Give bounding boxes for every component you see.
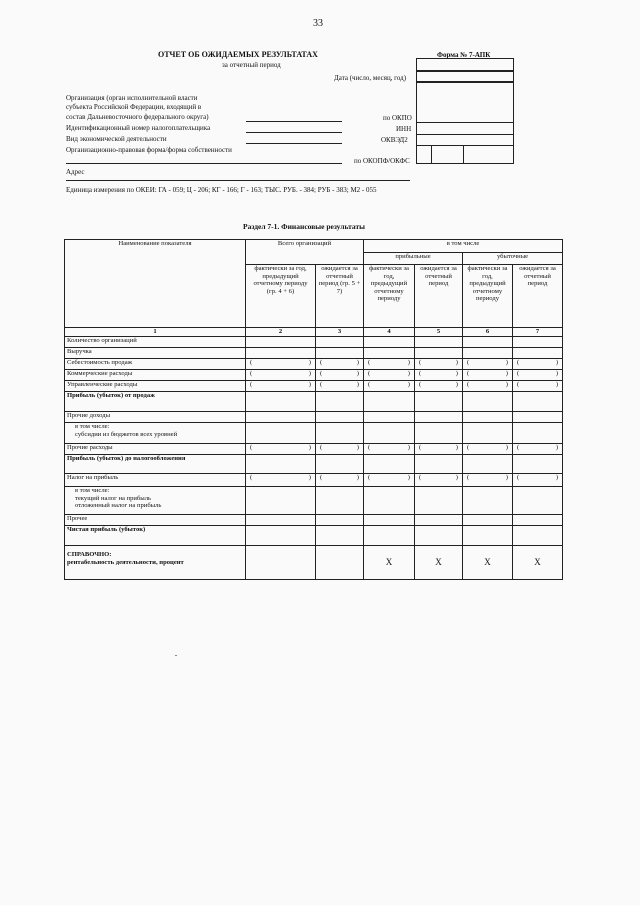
x-mark: X xyxy=(435,557,442,568)
date-field[interactable] xyxy=(416,71,514,82)
paren-open: ( xyxy=(368,370,371,377)
header-col-3: ожидается за отчетный период (гр. 5 + 7) xyxy=(316,265,364,328)
value-cell[interactable] xyxy=(316,515,364,526)
paren-pair xyxy=(366,359,412,367)
row-label xyxy=(65,487,246,515)
financial-results-table xyxy=(64,239,563,580)
value-cell[interactable] xyxy=(463,474,513,487)
paren-pair xyxy=(465,381,510,389)
value-cell[interactable] xyxy=(463,487,513,515)
value-cell[interactable] xyxy=(463,359,513,370)
value-cell[interactable] xyxy=(316,444,364,455)
paren-close: ) xyxy=(555,474,559,481)
table-row xyxy=(65,392,563,412)
row-label xyxy=(65,370,246,381)
paren-pair xyxy=(318,370,361,378)
paren-close: ) xyxy=(505,359,508,366)
paren-open: ( xyxy=(419,359,422,366)
header-col-6: фактически за год, предыдущий отчетному периоду xyxy=(463,265,513,328)
header-col-2: фактически за год, предыдущий отчетному периоду (гр. 4 + 6) xyxy=(246,265,316,328)
value-cell[interactable] xyxy=(415,444,463,455)
okpo-label: по ОКПО xyxy=(383,114,412,122)
paren-pair xyxy=(366,444,412,452)
header-all-orgs: Всего организаций xyxy=(246,240,364,265)
row-label-text: субсидии из бюджетов всех уровней xyxy=(75,430,178,438)
org-label-2: субъекта Российской Федерации, входящий в xyxy=(66,103,202,111)
value-cell[interactable] xyxy=(364,359,415,370)
paren-open: ( xyxy=(467,370,470,377)
okved-label: ОКВЭД2 xyxy=(381,136,408,144)
value-cell xyxy=(415,546,463,580)
table-row xyxy=(65,515,563,526)
value-cell[interactable] xyxy=(246,455,316,474)
paren-close: ) xyxy=(505,474,508,481)
value-cell[interactable] xyxy=(246,423,316,444)
paren-close: ) xyxy=(308,444,311,451)
value-cell[interactable] xyxy=(415,455,463,474)
value-cell[interactable] xyxy=(415,487,463,515)
value-cell[interactable] xyxy=(364,526,415,546)
paren-close: ) xyxy=(356,474,359,481)
value-cell[interactable] xyxy=(463,392,513,412)
paren-close: ) xyxy=(308,370,311,377)
paren-open: ( xyxy=(368,474,371,481)
paren-pair xyxy=(366,381,412,389)
value-cell[interactable] xyxy=(513,337,563,348)
org-field[interactable] xyxy=(246,121,342,122)
value-cell[interactable] xyxy=(316,370,364,381)
row-label xyxy=(65,455,246,474)
paren-pair xyxy=(318,359,361,367)
table-row xyxy=(65,348,563,359)
paren-pair xyxy=(248,474,313,482)
col-num: 7 xyxy=(513,328,563,337)
paren-open: ( xyxy=(250,359,253,366)
table-row xyxy=(65,474,563,487)
paren-open: ( xyxy=(250,381,253,388)
value-cell[interactable] xyxy=(316,359,364,370)
value-cell[interactable] xyxy=(364,423,415,444)
value-cell[interactable] xyxy=(364,487,415,515)
report-period: за отчетный период xyxy=(222,61,281,69)
row-label xyxy=(65,515,246,526)
paren-pair xyxy=(248,359,313,367)
col-num: 4 xyxy=(364,328,415,337)
row-label-text: текущий налог на прибыль xyxy=(75,494,151,502)
paren-open: ( xyxy=(517,359,520,366)
value-cell[interactable] xyxy=(246,370,316,381)
value-cell xyxy=(513,546,563,580)
value-cell[interactable] xyxy=(364,348,415,359)
paren-pair xyxy=(248,444,313,452)
value-cell[interactable] xyxy=(316,412,364,423)
value-cell[interactable] xyxy=(364,455,415,474)
paren-close: ) xyxy=(455,444,458,451)
paren-pair xyxy=(465,370,510,378)
table-row xyxy=(65,487,563,515)
table-row xyxy=(65,337,563,348)
row-label-text: Выручка xyxy=(67,348,92,355)
value-cell[interactable] xyxy=(246,474,316,487)
paren-pair xyxy=(465,474,510,482)
value-cell[interactable] xyxy=(316,474,364,487)
legal-form-label: Организационно-правовая форма/форма собственности xyxy=(66,146,232,154)
paren-open: ( xyxy=(320,381,323,388)
paren-pair xyxy=(366,474,412,482)
paren-pair xyxy=(318,474,361,482)
paren-open: ( xyxy=(467,381,470,388)
row-label xyxy=(65,359,246,370)
paren-close: ) xyxy=(455,370,458,377)
table-row xyxy=(65,546,563,580)
header-indicator-name: Наименование показателя xyxy=(65,240,246,328)
value-cell[interactable] xyxy=(513,412,563,423)
row-label xyxy=(65,337,246,348)
table-row xyxy=(65,526,563,546)
paren-close: ) xyxy=(555,381,559,388)
paren-close: ) xyxy=(455,381,458,388)
org-label-3: состав Дальневосточного федерального округа) xyxy=(66,113,209,121)
value-cell xyxy=(463,546,513,580)
table-row xyxy=(65,412,563,423)
row-label-text: Себестоимость продаж xyxy=(67,359,133,366)
paren-pair xyxy=(318,381,361,389)
paren-pair xyxy=(515,381,560,389)
value-cell[interactable] xyxy=(463,444,513,455)
row-label xyxy=(65,381,246,392)
value-cell[interactable] xyxy=(316,546,364,580)
value-cell[interactable] xyxy=(316,337,364,348)
value-cell[interactable] xyxy=(415,337,463,348)
table-row xyxy=(65,359,563,370)
row-label-text: Прибыль (убыток) от продаж xyxy=(67,392,155,399)
value-cell[interactable] xyxy=(246,337,316,348)
paren-open: ( xyxy=(467,359,470,366)
value-cell[interactable] xyxy=(463,526,513,546)
value-cell[interactable] xyxy=(463,348,513,359)
row-label-text: Прочие расходы xyxy=(67,444,113,451)
paren-pair xyxy=(515,370,560,378)
org-label-1: Организация (орган исполнительной власти xyxy=(66,94,198,102)
paren-open: ( xyxy=(250,444,253,451)
paren-open: ( xyxy=(517,444,520,451)
value-cell[interactable] xyxy=(513,526,563,546)
value-cell[interactable] xyxy=(513,487,563,515)
value-cell[interactable] xyxy=(415,381,463,392)
paren-pair xyxy=(515,474,560,482)
paren-close: ) xyxy=(455,474,458,481)
value-cell[interactable] xyxy=(246,392,316,412)
row-label-text: Коммерческие расходы xyxy=(67,370,133,377)
paren-open: ( xyxy=(368,359,371,366)
value-cell[interactable] xyxy=(316,348,364,359)
paren-open: ( xyxy=(419,444,422,451)
paren-open: ( xyxy=(419,474,422,481)
value-cell[interactable] xyxy=(415,474,463,487)
paren-pair xyxy=(515,359,560,367)
value-cell[interactable] xyxy=(246,359,316,370)
value-cell[interactable] xyxy=(364,337,415,348)
col-num: 1 xyxy=(65,328,246,337)
row-label-text: Прибыль (убыток) до налогообложения xyxy=(67,455,186,462)
value-cell[interactable] xyxy=(415,526,463,546)
value-cell[interactable] xyxy=(316,526,364,546)
table-row xyxy=(65,370,563,381)
legal-form-field[interactable] xyxy=(66,163,342,164)
paren-open: ( xyxy=(368,444,371,451)
value-cell[interactable] xyxy=(364,474,415,487)
paren-pair xyxy=(417,381,460,389)
paren-open: ( xyxy=(320,370,323,377)
row-label xyxy=(65,546,246,580)
paren-pair xyxy=(366,370,412,378)
date-label: Дата (число, месяц, год) xyxy=(334,74,407,82)
value-cell[interactable] xyxy=(513,474,563,487)
value-cell[interactable] xyxy=(513,381,563,392)
address-label: Адрес xyxy=(66,168,85,176)
row-label-text: СПРАВОЧНО: xyxy=(67,551,112,558)
paren-close: ) xyxy=(356,381,359,388)
col-num: 2 xyxy=(246,328,316,337)
x-mark: X xyxy=(385,557,393,568)
inn-label: Идентификационный номер налогоплательщика xyxy=(66,124,211,132)
paren-pair xyxy=(515,444,560,452)
paren-close: ) xyxy=(505,370,508,377)
value-cell[interactable] xyxy=(246,381,316,392)
value-cell[interactable] xyxy=(463,381,513,392)
row-label-text: рентабельность деятельности, процент xyxy=(67,558,184,566)
header-col-5: ожидается за отчетный период xyxy=(415,265,463,328)
paren-open: ( xyxy=(250,474,253,481)
value-cell[interactable] xyxy=(415,359,463,370)
paren-pair xyxy=(465,359,510,367)
col-num: 3 xyxy=(316,328,364,337)
inn-code-label: ИНН xyxy=(396,125,412,133)
value-cell[interactable] xyxy=(415,348,463,359)
paren-close: ) xyxy=(455,359,458,366)
paren-open: ( xyxy=(419,370,422,377)
row-label xyxy=(65,444,246,455)
form-label: Форма № 7-АПК xyxy=(437,51,491,59)
paren-close: ) xyxy=(555,370,559,377)
value-cell[interactable] xyxy=(246,348,316,359)
value-cell[interactable] xyxy=(513,392,563,412)
value-cell[interactable] xyxy=(364,444,415,455)
value-cell[interactable] xyxy=(463,370,513,381)
units-note: Единица измерения по ОКЕИ: ГА - 059; Ц - 206; КГ - 166; Г - 163; ТЫС. РУБ. - 384; РУБ - 383; М2 - 055 xyxy=(66,186,377,194)
value-cell[interactable] xyxy=(415,392,463,412)
value-cell[interactable] xyxy=(316,455,364,474)
col-num: 5 xyxy=(415,328,463,337)
paren-close: ) xyxy=(555,359,559,366)
row-label-text: отложенный налог на прибыль xyxy=(75,502,162,510)
row-label-text: Управленческие расходы xyxy=(67,381,138,388)
value-cell[interactable] xyxy=(364,370,415,381)
value-cell[interactable] xyxy=(246,546,316,580)
value-cell[interactable] xyxy=(513,370,563,381)
row-label-text: в том числе: xyxy=(75,487,110,494)
paren-open: ( xyxy=(320,444,323,451)
column-numbers-row xyxy=(65,328,563,337)
paren-close: ) xyxy=(505,381,508,388)
paren-open: ( xyxy=(467,474,470,481)
value-cell[interactable] xyxy=(463,515,513,526)
inn-field[interactable] xyxy=(246,132,342,133)
report-title: ОТЧЕТ ОБ ОЖИДАЕМЫХ РЕЗУЛЬТАТАХ xyxy=(158,50,318,59)
value-cell[interactable] xyxy=(246,487,316,515)
header-loss-making: убыточные xyxy=(463,253,563,265)
value-cell[interactable] xyxy=(463,412,513,423)
value-cell[interactable] xyxy=(513,359,563,370)
paren-close: ) xyxy=(407,381,410,388)
section-title: Раздел 7-1. Финансовые результаты xyxy=(243,222,365,231)
value-cell[interactable] xyxy=(415,515,463,526)
value-cell[interactable] xyxy=(316,381,364,392)
paren-open: ( xyxy=(250,370,253,377)
code-box-top[interactable] xyxy=(416,58,514,71)
paren-close: ) xyxy=(407,370,410,377)
value-cell[interactable] xyxy=(463,423,513,444)
paren-pair xyxy=(417,370,460,378)
row-label xyxy=(65,474,246,487)
paren-close: ) xyxy=(308,474,311,481)
row-label xyxy=(65,348,246,359)
value-cell[interactable] xyxy=(364,515,415,526)
paren-pair xyxy=(417,474,460,482)
value-cell[interactable] xyxy=(316,423,364,444)
paren-pair xyxy=(248,370,313,378)
paren-close: ) xyxy=(407,359,410,366)
row-label xyxy=(65,423,246,444)
value-cell[interactable] xyxy=(364,392,415,412)
value-cell[interactable] xyxy=(246,412,316,423)
paren-pair xyxy=(417,359,460,367)
header-col-4: фактически за год, предыдущий отчетному периоду xyxy=(364,265,415,328)
x-mark: X xyxy=(534,557,541,568)
paren-close: ) xyxy=(356,370,359,377)
page-number: 33 xyxy=(313,18,323,29)
value-cell[interactable] xyxy=(513,515,563,526)
value-cell[interactable] xyxy=(316,487,364,515)
paren-close: ) xyxy=(505,444,508,451)
paren-open: ( xyxy=(467,444,470,451)
value-cell[interactable] xyxy=(415,412,463,423)
row-label xyxy=(65,526,246,546)
table-row xyxy=(65,444,563,455)
row-label xyxy=(65,392,246,412)
paren-close: ) xyxy=(407,444,410,451)
paren-close: ) xyxy=(308,359,311,366)
paren-open: ( xyxy=(517,370,520,377)
paren-close: ) xyxy=(308,381,311,388)
value-cell[interactable] xyxy=(246,444,316,455)
x-mark: X xyxy=(484,557,491,568)
address-field[interactable] xyxy=(66,180,410,181)
row-label-text: Количество организаций xyxy=(67,337,137,344)
value-cell[interactable] xyxy=(415,370,463,381)
paren-pair xyxy=(465,444,510,452)
activity-field[interactable] xyxy=(246,143,342,144)
value-cell[interactable] xyxy=(415,423,463,444)
okopf-label: по ОКОПФ/ОКФС xyxy=(354,157,410,165)
paren-close: ) xyxy=(356,444,359,451)
paren-open: ( xyxy=(517,474,520,481)
value-cell[interactable] xyxy=(513,423,563,444)
paren-pair xyxy=(248,381,313,389)
scan-speck xyxy=(175,655,177,656)
row-label-text: Прочие доходы xyxy=(67,412,111,419)
paren-close: ) xyxy=(356,359,359,366)
paren-open: ( xyxy=(517,381,520,388)
value-cell[interactable] xyxy=(364,381,415,392)
value-cell[interactable] xyxy=(463,337,513,348)
paren-close: ) xyxy=(555,444,559,451)
header-including: в том числе xyxy=(364,240,563,253)
value-cell[interactable] xyxy=(513,455,563,474)
paren-open: ( xyxy=(320,359,323,366)
row-label xyxy=(65,412,246,423)
paren-pair xyxy=(417,444,460,452)
paren-pair xyxy=(318,444,361,452)
value-cell[interactable] xyxy=(316,392,364,412)
table-row xyxy=(65,455,563,474)
value-cell[interactable] xyxy=(513,444,563,455)
row-label-text: Налог на прибыль xyxy=(67,474,119,481)
paren-close: ) xyxy=(407,474,410,481)
value-cell[interactable] xyxy=(364,412,415,423)
paren-open: ( xyxy=(419,381,422,388)
value-cell[interactable] xyxy=(246,515,316,526)
value-cell xyxy=(364,546,415,580)
row-label-text: в том числе: xyxy=(75,423,110,430)
col-num: 6 xyxy=(463,328,513,337)
header-profitable: прибыльные xyxy=(364,253,463,265)
paren-open: ( xyxy=(368,381,371,388)
value-cell[interactable] xyxy=(463,455,513,474)
row-label-text: Чистая прибыль (убыток) xyxy=(67,526,146,533)
table-row xyxy=(65,423,563,444)
value-cell[interactable] xyxy=(246,526,316,546)
value-cell[interactable] xyxy=(513,348,563,359)
activity-label: Вид экономической деятельности xyxy=(66,135,167,143)
paren-open: ( xyxy=(320,474,323,481)
table-row xyxy=(65,381,563,392)
header-col-7: ожидается за отчетный период xyxy=(513,265,563,328)
row-label-text: Прочее xyxy=(67,515,88,522)
